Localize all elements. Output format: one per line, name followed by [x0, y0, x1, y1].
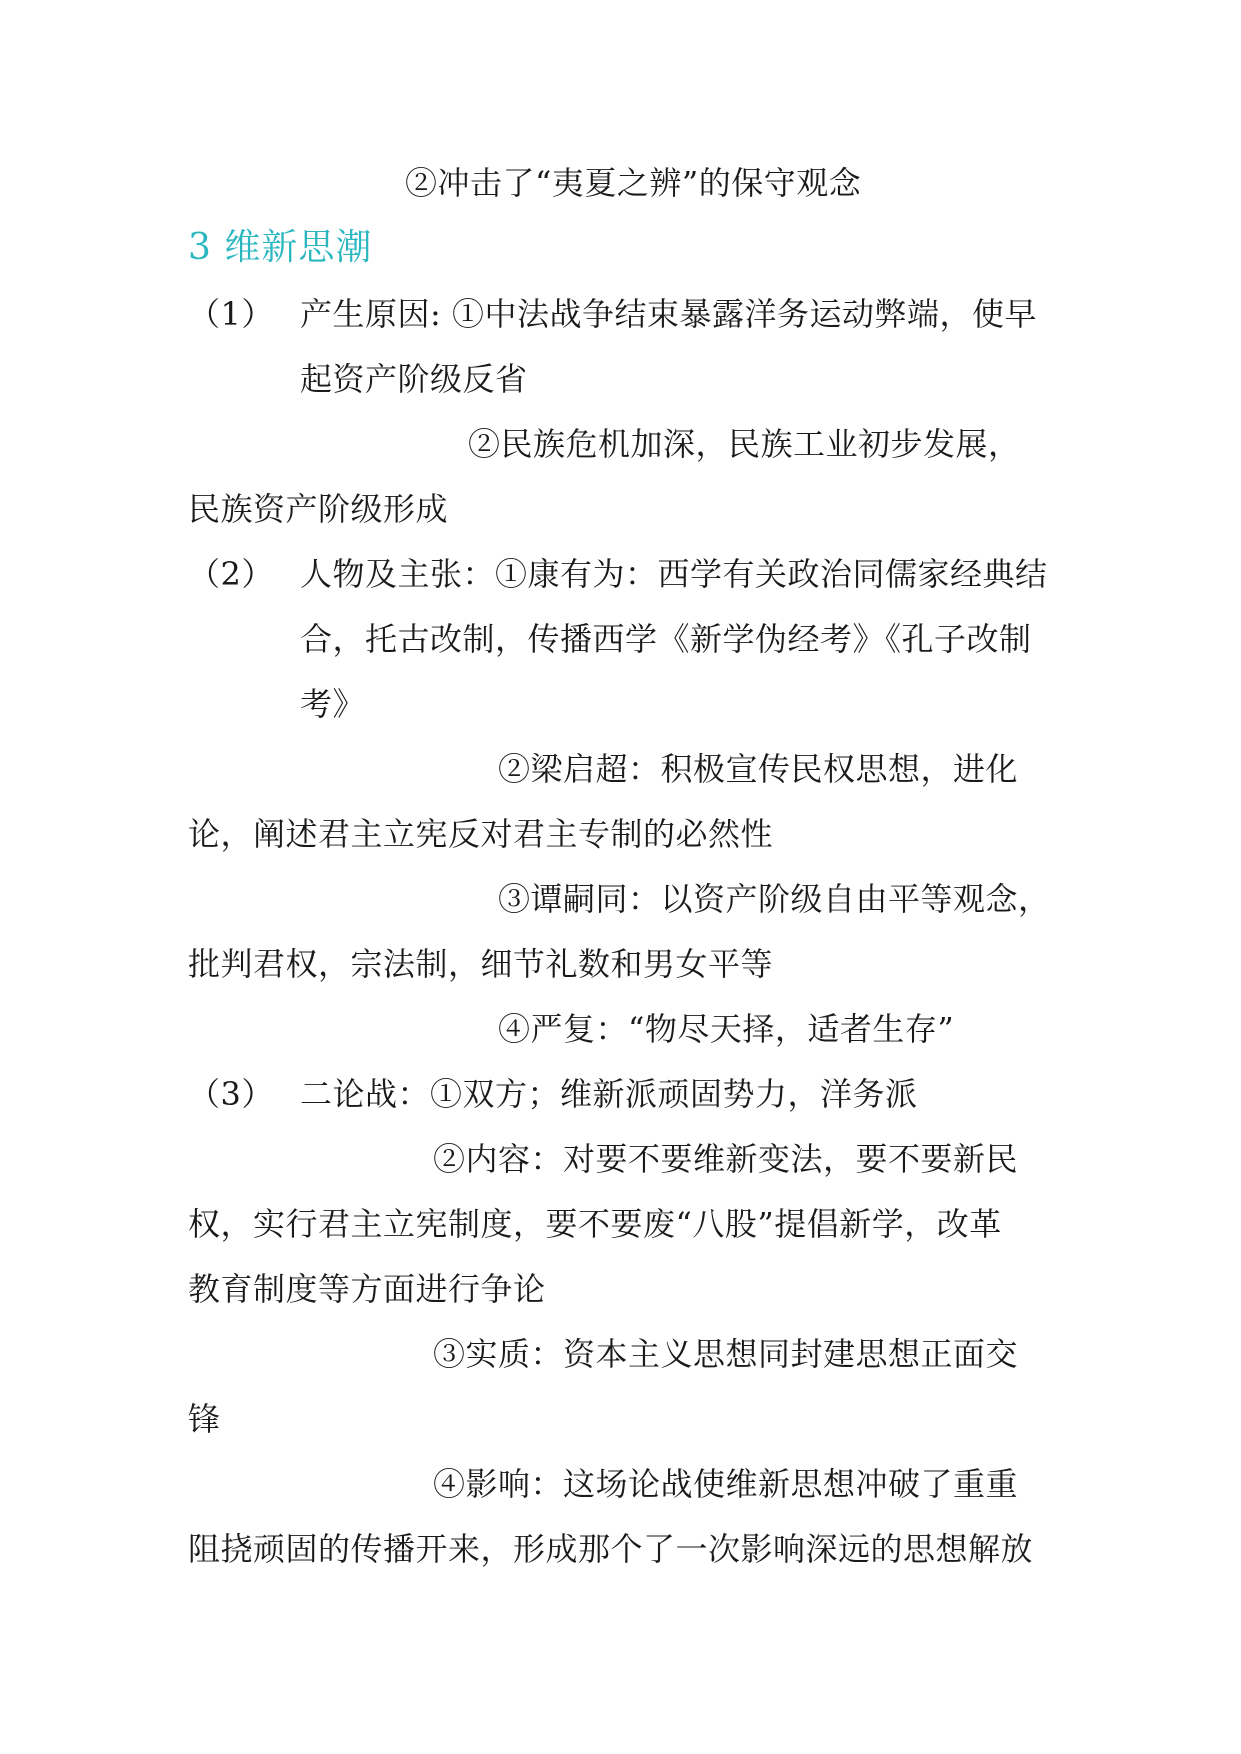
text-line: ②民族危机加深，民族工业初步发展， [468, 425, 1021, 463]
text-line: 二论战：①双方；维新派顽固势力，洋务派 [300, 1075, 918, 1113]
text-line: ②梁启超：积极宣传民权思想，进化 [498, 750, 1019, 788]
text-line: 批判君权，宗法制，细节礼数和男女平等 [188, 945, 774, 983]
text-line: 产生原因: ①中法战争结束暴露洋务运动弊端，使早 [300, 295, 1037, 333]
text-line: 合，托古改制，传播西学《新学伪经考》《孔子改制 [300, 620, 1032, 658]
text-line: ②冲击了“夷夏之辨”的保守观念 [405, 164, 862, 202]
item-number: （2） [188, 555, 274, 593]
text-line: 考》 [300, 685, 366, 723]
text-line: 论，阐述君主立宪反对君主专制的必然性 [188, 815, 774, 853]
text-line: ④严复：“物尽天择，适者生存” [498, 1010, 955, 1048]
text-line: 教育制度等方面进行争论 [188, 1270, 546, 1308]
text-line: ③谭嗣同：以资产阶级自由平等观念， [498, 880, 1051, 918]
item-number: （1） [188, 295, 274, 333]
text-line: 阻挠顽固的传播开来，形成那个了一次影响深远的思想解放 [188, 1530, 1034, 1568]
text-line: 民族资产阶级形成 [188, 490, 449, 528]
section-heading: 3 维新思潮 [188, 227, 373, 268]
text-line: 人物及主张：①康有为：西学有关政治同儒家经典结 [300, 555, 1048, 593]
text-line: ②内容：对要不要维新变法，要不要新民 [433, 1140, 1019, 1178]
text-line: ④影响：这场论战使维新思想冲破了重重 [433, 1465, 1019, 1503]
text-line: 锋 [188, 1400, 221, 1438]
text-line: 起资产阶级反省 [300, 360, 528, 398]
text-line: ③实质：资本主义思想同封建思想正面交 [433, 1335, 1019, 1373]
item-number: （3） [188, 1075, 274, 1113]
text-line: 权，实行君主立宪制度，要不要废“八股”提倡新学，改革 [188, 1205, 1002, 1243]
